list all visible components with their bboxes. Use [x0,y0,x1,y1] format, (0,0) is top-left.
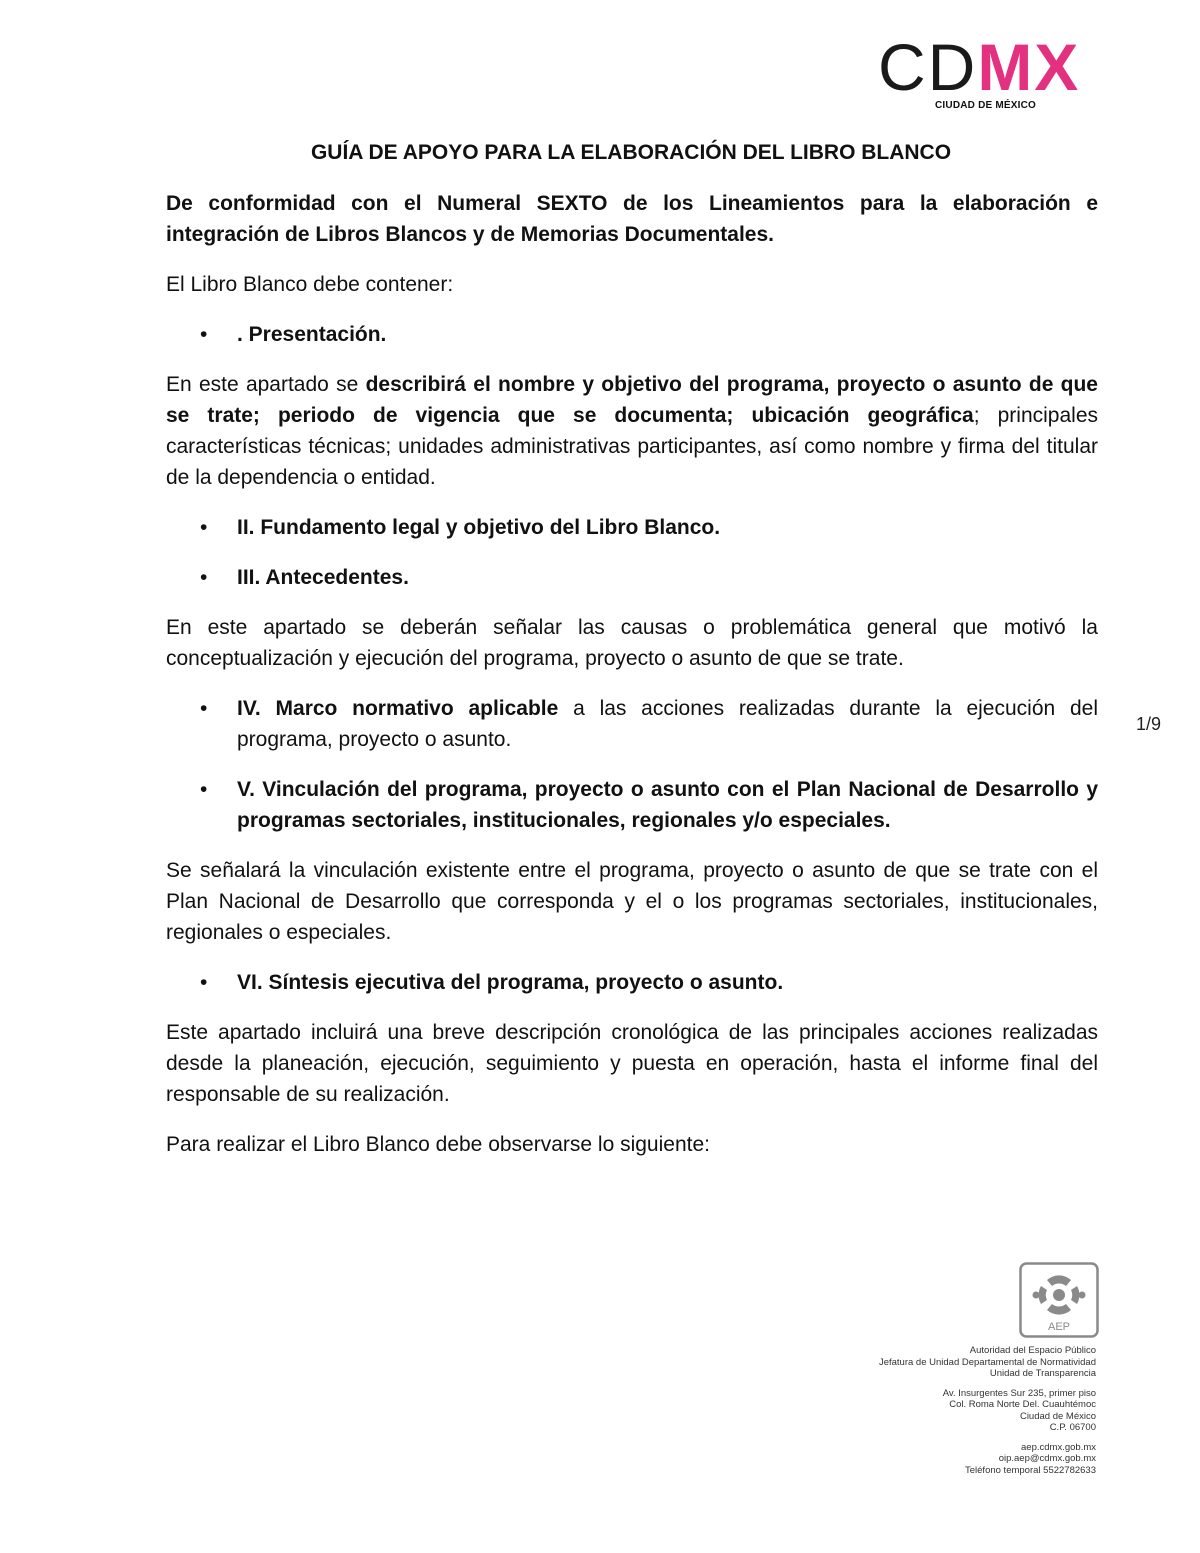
section1-body-part1: En este apartado se [166,373,366,396]
footer-website-link[interactable]: aep.cdmx.gob.mx [1021,1441,1096,1453]
section3-heading: III. Antecedentes. [237,566,409,589]
section1-heading: . Presentación. [237,323,387,346]
footer-contact-info [879,1442,1096,1477]
footer-address-line: C.P. 06700 [1049,1422,1096,1433]
section5-body: Se señalará la vinculación existente entre el programa, proyecto o asunto de que se trate con el Plan Nacional de Desarrollo que corresponda y el o los programas sectoriales, institucionales, regionales o especiales. [166,859,1098,944]
bullet-icon: • [200,778,208,801]
bullet-vinculacion [166,774,1098,836]
footer-address [879,1388,1096,1434]
footer-email-link[interactable]: oip.aep@cdmx.gob.mx [998,1453,1096,1464]
bullet-icon: • [200,323,208,346]
bullet-marco-normativo [166,693,1098,755]
document-title: GUÍA DE APOYO PARA LA ELABORACIÓN DEL LIBRO BLANCO [310,141,952,164]
section6-body: Este apartado incluirá una breve descripción cronológica de las principales acciones realizadas desde la planeación, ejecución, seguimiento y puesta en operación, hasta el informe final del responsable de su realización. [166,1021,1098,1106]
footer-address-line: Ciudad de México [1019,1410,1096,1422]
bullet-icon: • [200,566,208,589]
section2-heading: II. Fundamento legal y objetivo del Libro Blanco. [237,516,721,539]
section1-body-part3: ; principales características técnicas; unidades administrativas participantes, así como nombre y firma del titular de la dependencia o entidad. [166,404,1098,489]
document-body [166,188,1098,1179]
lead-paragraph: El Libro Blanco debe contener: [166,273,454,296]
cdmx-logo [878,30,1102,114]
bullet-icon: • [200,697,208,720]
section1-body-bold: describirá el nombre y objetivo del programa, proyecto o asunto de que se trate; periodo de vigencia que se documenta; ubicación geográfica [166,373,1098,427]
footer-address-line: Av. Insurgentes Sur 235, primer piso [942,1387,1096,1399]
footer-org-line: Autoridad del Espacio Público [969,1345,1096,1356]
closing-paragraph: Para realizar el Libro Blanco debe observarse lo siguiente: [166,1133,710,1156]
page-number: 1/9 [1136,714,1162,734]
bullet-presentacion [166,319,1098,350]
footer-org [879,1345,1096,1380]
bullet-icon: • [200,971,208,994]
bullet-icon: • [200,516,208,539]
section4-heading: IV. Marco normativo aplicable [237,697,559,720]
footer-contact [879,1345,1096,1484]
footer-org-line: Jefatura de Unidad Departamental de Normatividad [878,1356,1096,1368]
aep-logo-text: AEP [1047,1321,1071,1333]
bullet-sintesis [166,967,1098,998]
intro-paragraph: De conformidad con el Numeral SEXTO de los Lineamientos para la elaboración e integración de Libros Blancos y de Memorias Documentales. [166,192,1098,246]
footer-org-line: Unidad de Transparencia [989,1368,1096,1379]
bullet-antecedentes [166,562,1098,593]
section6-heading: VI. Síntesis ejecutiva del programa, proyecto o asunto. [237,971,784,994]
section1-body [166,369,1098,493]
logo-subtitle: CIUDAD DE MÉXICO [935,100,1036,111]
section3-body: En este apartado se deberán señalar las causas o problemática general que motivó la conceptualización y ejecución del programa, proyecto o asunto de que se trate. [166,616,1098,670]
logo-mx: MX [977,30,1081,104]
bullet-fundamento [166,512,1098,543]
footer-phone: Teléfono temporal 5522782633 [965,1464,1096,1476]
aep-logo-icon [1019,1262,1099,1338]
section4-rest: a las acciones realizadas durante la ejecución del programa, proyecto o asunto. [237,697,1098,751]
section5-heading: V. Vinculación del programa, proyecto o asunto con el Plan Nacional de Desarrollo y programas sectoriales, institucionales, regionales y/o especiales. [237,778,1098,832]
footer-address-line: Col. Roma Norte Del. Cuauhtémoc [949,1399,1096,1410]
logo-cd: CD [878,30,978,104]
